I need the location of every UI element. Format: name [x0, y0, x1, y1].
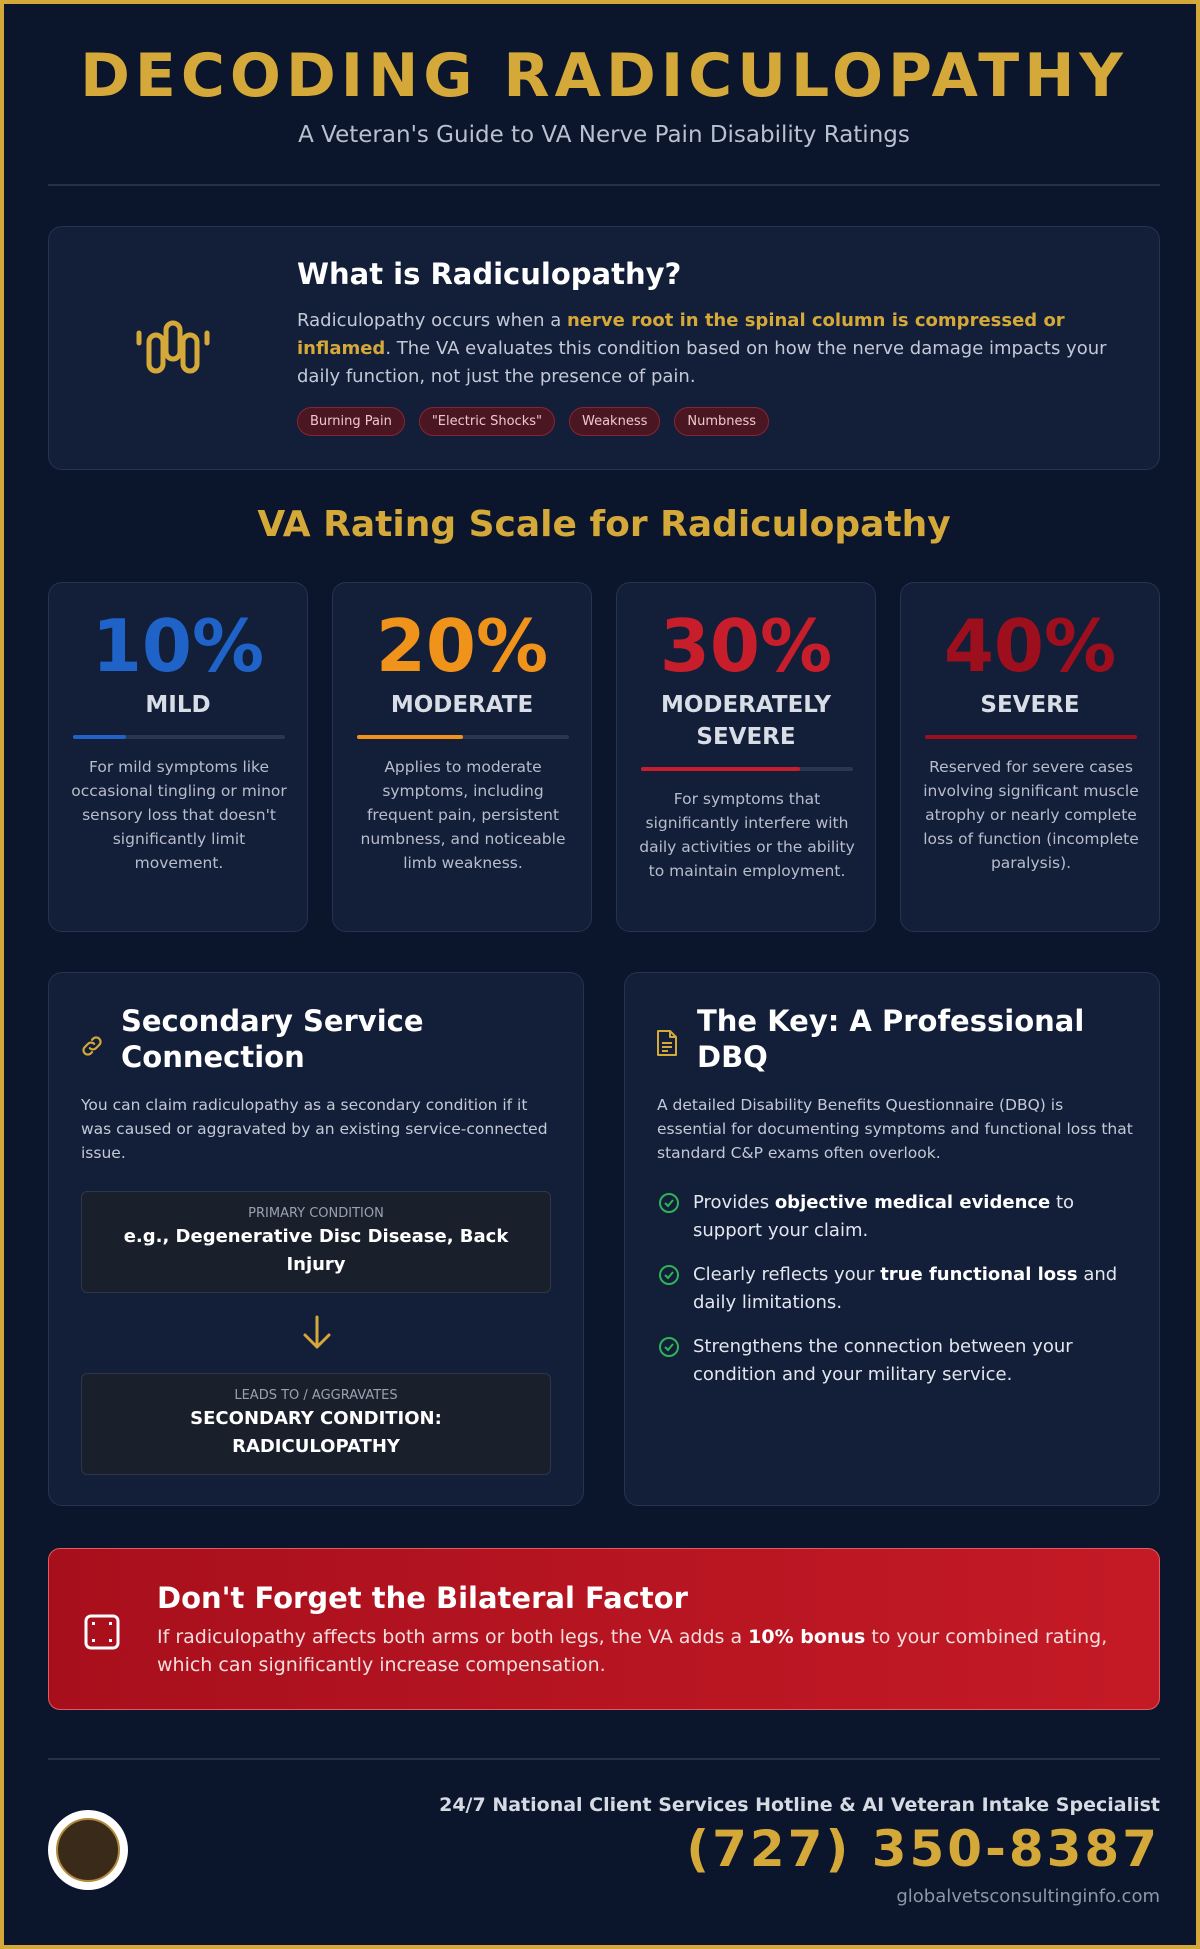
dbq-benefit-text: Strengthens the connection between your condition and your military service.: [693, 1336, 1073, 1385]
rating-level: MODERATE: [390, 692, 534, 718]
hotline-label: 24/7 National Client Services Hotline & AI Veteran Intake Specialist: [439, 1794, 1160, 1816]
secondary-connection-card: [48, 972, 584, 1506]
website-link[interactable]: globalvetsconsultinginfo.com: [896, 1886, 1160, 1907]
check-circle-icon: [657, 1191, 681, 1215]
rating-scale-title: VA Rating Scale for Radiculopathy: [257, 504, 951, 545]
symptom-tags: [297, 407, 769, 436]
secondary-title: Secondary Service Connection: [121, 1004, 424, 1074]
dbq-text: A detailed Disability Benefits Questionnaire (DBQ) is essential for documenting symptoms and functional loss that standard C&P exams often overlook.: [657, 1096, 1133, 1162]
symptom-tag: Numbness: [674, 407, 769, 436]
bilateral-title: Don't Forget the Bilateral Factor: [157, 1581, 688, 1615]
secondary-condition-value: SECONDARY CONDITION: RADICULOPATHY: [190, 1408, 442, 1457]
dbq-title: The Key: A Professional DBQ: [697, 1004, 1085, 1074]
rating-card-20: [332, 582, 592, 932]
primary-condition-value: e.g., Degenerative Disc Disease, Back Injury: [123, 1226, 509, 1275]
secondary-condition-label: LEADS TO / AGGRAVATES: [234, 1388, 398, 1403]
bilateral-text: If radiculopathy affects both arms or both legs, the VA adds a 10% bonus to your combined rating, which can significantly increase compensation.: [157, 1626, 1108, 1676]
arrow-down-icon: [299, 1313, 335, 1353]
expand-icon: [83, 1613, 121, 1651]
primary-condition-box: [81, 1191, 551, 1293]
what-is-title: What is Radiculopathy?: [297, 257, 682, 291]
secondary-text: You can claim radiculopathy as a secondary condition if it was caused or aggravated by an existing service-connected issue.: [81, 1096, 548, 1162]
header: [48, 40, 1160, 148]
rating-card-10: [48, 582, 308, 932]
secondary-condition-box: [81, 1373, 551, 1475]
rating-card-40: [900, 582, 1160, 932]
footer: [48, 1760, 1160, 1910]
rating-percent: 30%: [659, 604, 833, 688]
severity-bar: [357, 735, 569, 739]
severity-bar: [641, 767, 853, 771]
bilateral-factor-banner: [48, 1548, 1160, 1710]
what-is-card: [48, 226, 1160, 470]
organization-seal-logo: [48, 1810, 128, 1890]
dbq-benefit-text: Provides objective medical evidence to support your claim.: [693, 1192, 1075, 1241]
header-divider: [48, 184, 1160, 186]
phone-number[interactable]: (727) 350-8387: [686, 1820, 1160, 1878]
dbq-benefit-text: Clearly reflects your true functional loss and daily limitations.: [693, 1264, 1118, 1313]
rating-level: MODERATELY SEVERE: [660, 692, 832, 750]
primary-condition-label: PRIMARY CONDITION: [248, 1206, 384, 1221]
dbq-card: [624, 972, 1160, 1506]
link-icon: [79, 1033, 105, 1059]
rating-description: For symptoms that significantly interfere with daily activities or the ability to maintain employment.: [639, 790, 855, 880]
rating-description: Reserved for severe cases involving significant muscle atrophy or nearly complete loss of function (incomplete paralysis).: [923, 758, 1139, 872]
severity-bar: [73, 735, 285, 739]
check-circle-icon: [657, 1335, 681, 1359]
what-is-text: Radiculopathy occurs when a nerve root in the spinal column is compressed or inflamed. The VA evaluates this condition based on how the nerve damage impacts your daily function, not just the presence of pain.: [297, 310, 1107, 387]
rating-description: For mild symptoms like occasional tingling or minor sensory loss that doesn't significantly limit movement.: [71, 758, 287, 872]
rating-level: SEVERE: [980, 692, 1080, 718]
symptom-tag: "Electric Shocks": [419, 407, 555, 436]
rating-level: MILD: [145, 692, 211, 718]
check-circle-icon: [657, 1263, 681, 1287]
document-icon: [655, 1029, 679, 1057]
page-subtitle: A Veteran's Guide to VA Nerve Pain Disability Ratings: [298, 122, 910, 148]
page-title: DECODING RADICULOPATHY: [80, 41, 1128, 111]
symptom-tag: Burning Pain: [297, 407, 405, 436]
nerve-chain-icon: [135, 305, 211, 381]
rating-percent: 20%: [375, 604, 549, 688]
rating-percent: 10%: [91, 604, 265, 688]
symptom-tag: Weakness: [569, 407, 660, 436]
severity-bar: [925, 735, 1137, 739]
rating-description: Applies to moderate symptoms, including frequent pain, persistent numbness, and noticeable limb weakness.: [360, 758, 566, 872]
rating-percent: 40%: [943, 604, 1117, 688]
rating-card-30: [616, 582, 876, 932]
